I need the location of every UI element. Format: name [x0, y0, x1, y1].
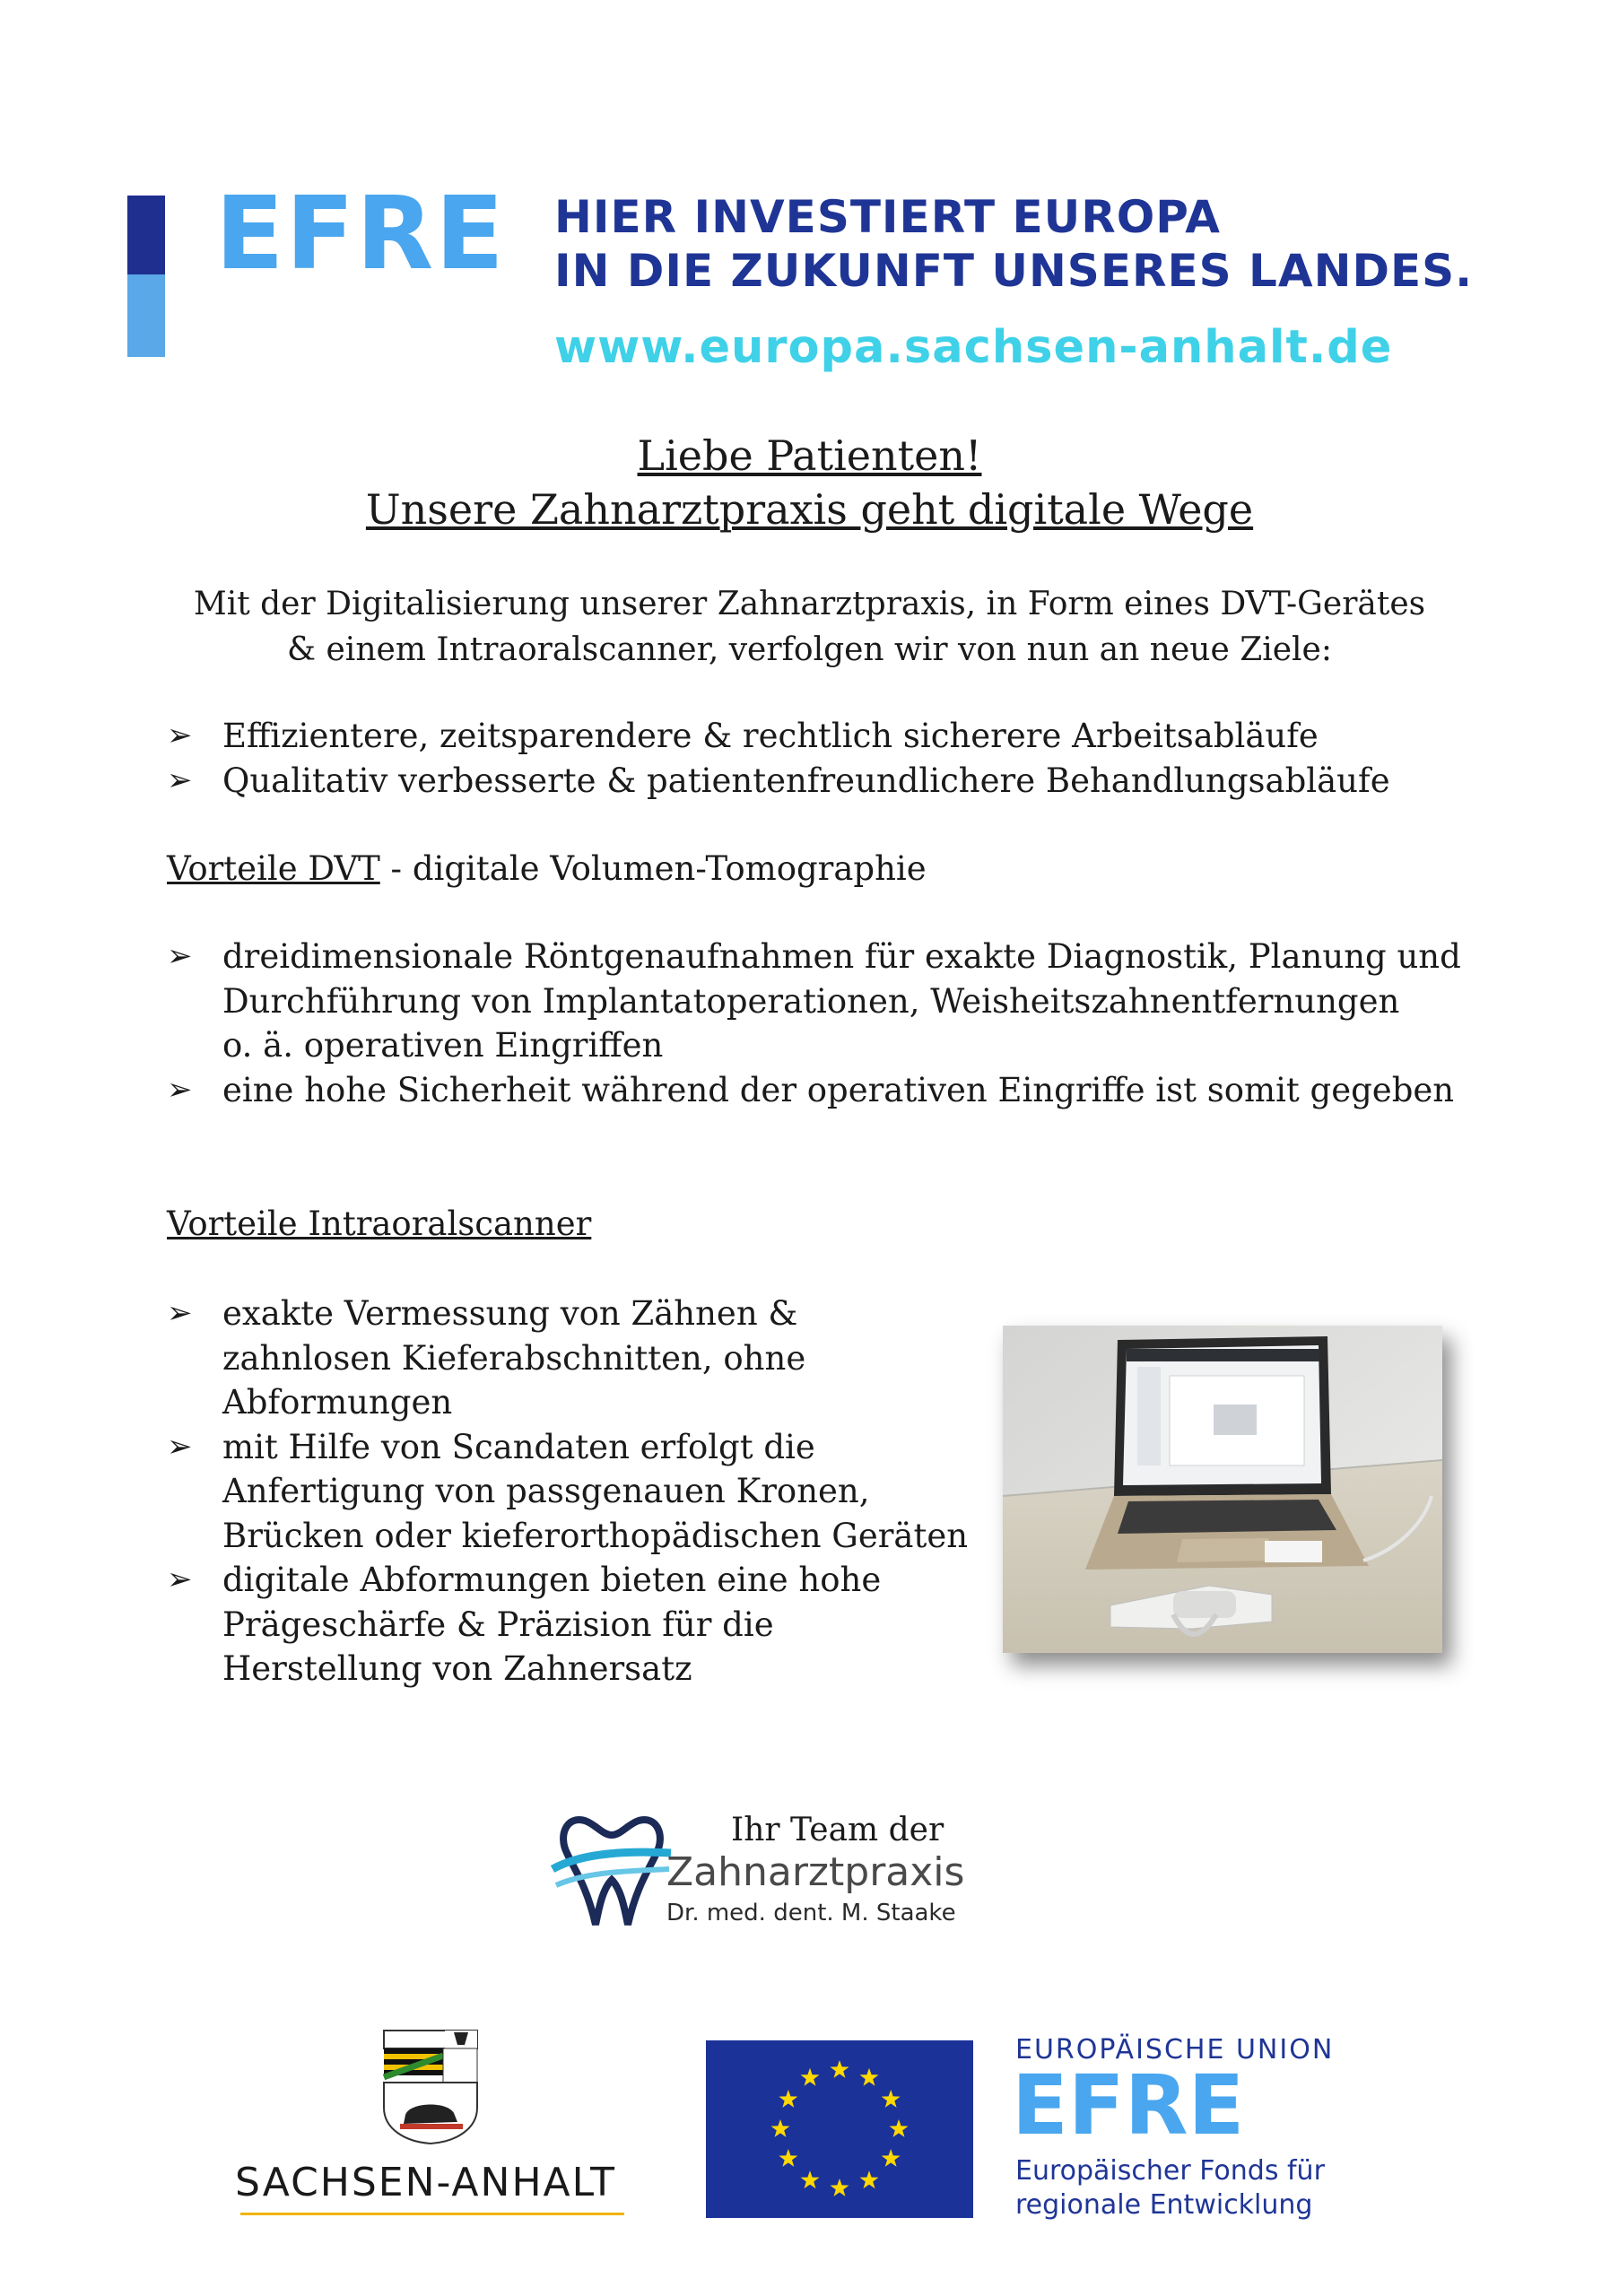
scanner-photo [1003, 1326, 1442, 1653]
sachsen-anhalt-coat-of-arms-icon [382, 2029, 479, 2145]
state-underline [240, 2213, 624, 2215]
efre-bar-dark [127, 196, 165, 274]
state-name: SACHSEN-ANHALT [235, 2160, 616, 2205]
list-item-line: ➢ digitale Abformungen bieten eine hohe [222, 1561, 882, 1599]
goals-list [167, 714, 1467, 803]
eu-flag [706, 2040, 973, 2218]
list-item-line: ➢ dreidimensionale Röntgenaufnahmen für exakte Diagnostik, Planung und [222, 937, 1461, 976]
scanner-list [167, 1292, 974, 1692]
list-item: ➢ Effizientere, zeitsparendere & rechtlich sicherere Arbeitsabläufe [167, 714, 1467, 759]
page-title-line-2: Unsere Zahnarztpraxis geht digitale Wege [365, 485, 1254, 534]
tooth-logo-icon [549, 1799, 675, 1943]
list-item-line: zahnlosen Kieferabschnitten, ohne [222, 1338, 806, 1378]
efre-claim [554, 190, 1473, 298]
list-item-line: Brücken oder kieferorthopädischen Geräten [222, 1516, 969, 1555]
team-label: Ihr Team der [731, 1812, 944, 1848]
eu-efre-text: EFRE [1012, 2057, 1245, 2153]
list-item [167, 1068, 1467, 1113]
eu-fonds [1015, 2154, 1325, 2222]
dvt-list [167, 935, 1467, 1112]
eu-star-icon [771, 2119, 790, 2137]
list-item-line: ➢ mit Hilfe von Scandaten erfolgt die [222, 1427, 815, 1466]
dvt-heading: Vorteile DVT [167, 849, 380, 888]
efre-bar-light [127, 274, 165, 357]
list-item [167, 1425, 974, 1559]
list-item-line: o. ä. operativen Eingriffen [222, 1026, 664, 1065]
list-item [167, 935, 1467, 1068]
eu-star-icon [831, 2179, 849, 2196]
list-item [167, 1558, 974, 1692]
eu-star-icon [860, 2170, 879, 2188]
claim-line-2: IN DIE ZUKUNFT UNSERES LANDES. [554, 245, 1474, 297]
efre-logo-text: EFRE [215, 176, 506, 292]
eu-stars-icon [706, 2040, 973, 2218]
eu-fonds-line-2: regionale Entwicklung [1015, 2189, 1313, 2221]
eu-label: EUROPÄISCHE UNION [1015, 2034, 1335, 2066]
list-item-line: ➢ exakte Vermessung von Zähnen & [222, 1294, 798, 1333]
list-item-line: Durchführung von Implantatoperationen, Weisheitszahnentfernungen [222, 981, 1400, 1021]
doctor-name: Dr. med. dent. M. Staake [666, 1900, 956, 1926]
eu-star-icon [801, 2170, 820, 2188]
eu-star-icon [860, 2068, 879, 2086]
eu-star-icon [882, 2149, 901, 2167]
efre-url[interactable]: www.europa.sachsen-anhalt.de [554, 321, 1393, 374]
list-item-line: Herstellung von Zahnersatz [222, 1649, 692, 1688]
intro-line-1: Mit der Digitalisierung unserer Zahnarztpraxis, in Form eines DVT-Gerätes [193, 586, 1426, 622]
intro-line-2: & einem Intraoralscanner, verfolgen wir von nun an neue Ziele: [287, 631, 1332, 668]
scanner-heading: Vorteile Intraoralscanner [167, 1205, 592, 1243]
eu-star-icon [779, 2090, 797, 2108]
dvt-subtitle: - digitale Volumen-Tomographie [379, 849, 927, 888]
claim-line-1: HIER INVESTIERT EUROPA [554, 191, 1221, 243]
list-item [167, 1292, 974, 1425]
list-item: ➢ Qualitativ verbesserte & patientenfreundlichere Behandlungsabläufe [167, 759, 1467, 804]
dvt-heading-row [167, 847, 927, 891]
practice-name: Zahnarztpraxis [666, 1849, 965, 1895]
eu-star-icon [779, 2149, 797, 2167]
eu-star-icon [882, 2090, 901, 2108]
list-item-line: Abformungen [222, 1383, 453, 1422]
eu-star-icon [801, 2068, 820, 2086]
laptop-scanner-image [1003, 1326, 1442, 1653]
scanner-heading-row [167, 1202, 591, 1246]
list-item-line: ➢ eine hohe Sicherheit während der operativen Eingriffe ist somit gegeben [222, 1070, 1455, 1109]
eu-star-icon [831, 2060, 849, 2078]
list-item-line: Prägeschärfe & Präzision für die [222, 1605, 774, 1644]
eu-fonds-line-1: Europäischer Fonds für [1015, 2155, 1325, 2187]
eu-star-icon [890, 2119, 909, 2137]
page-title-line-1: Liebe Patienten! [637, 431, 982, 480]
list-item-line: Anfertigung von passgenauen Kronen, [222, 1472, 870, 1510]
